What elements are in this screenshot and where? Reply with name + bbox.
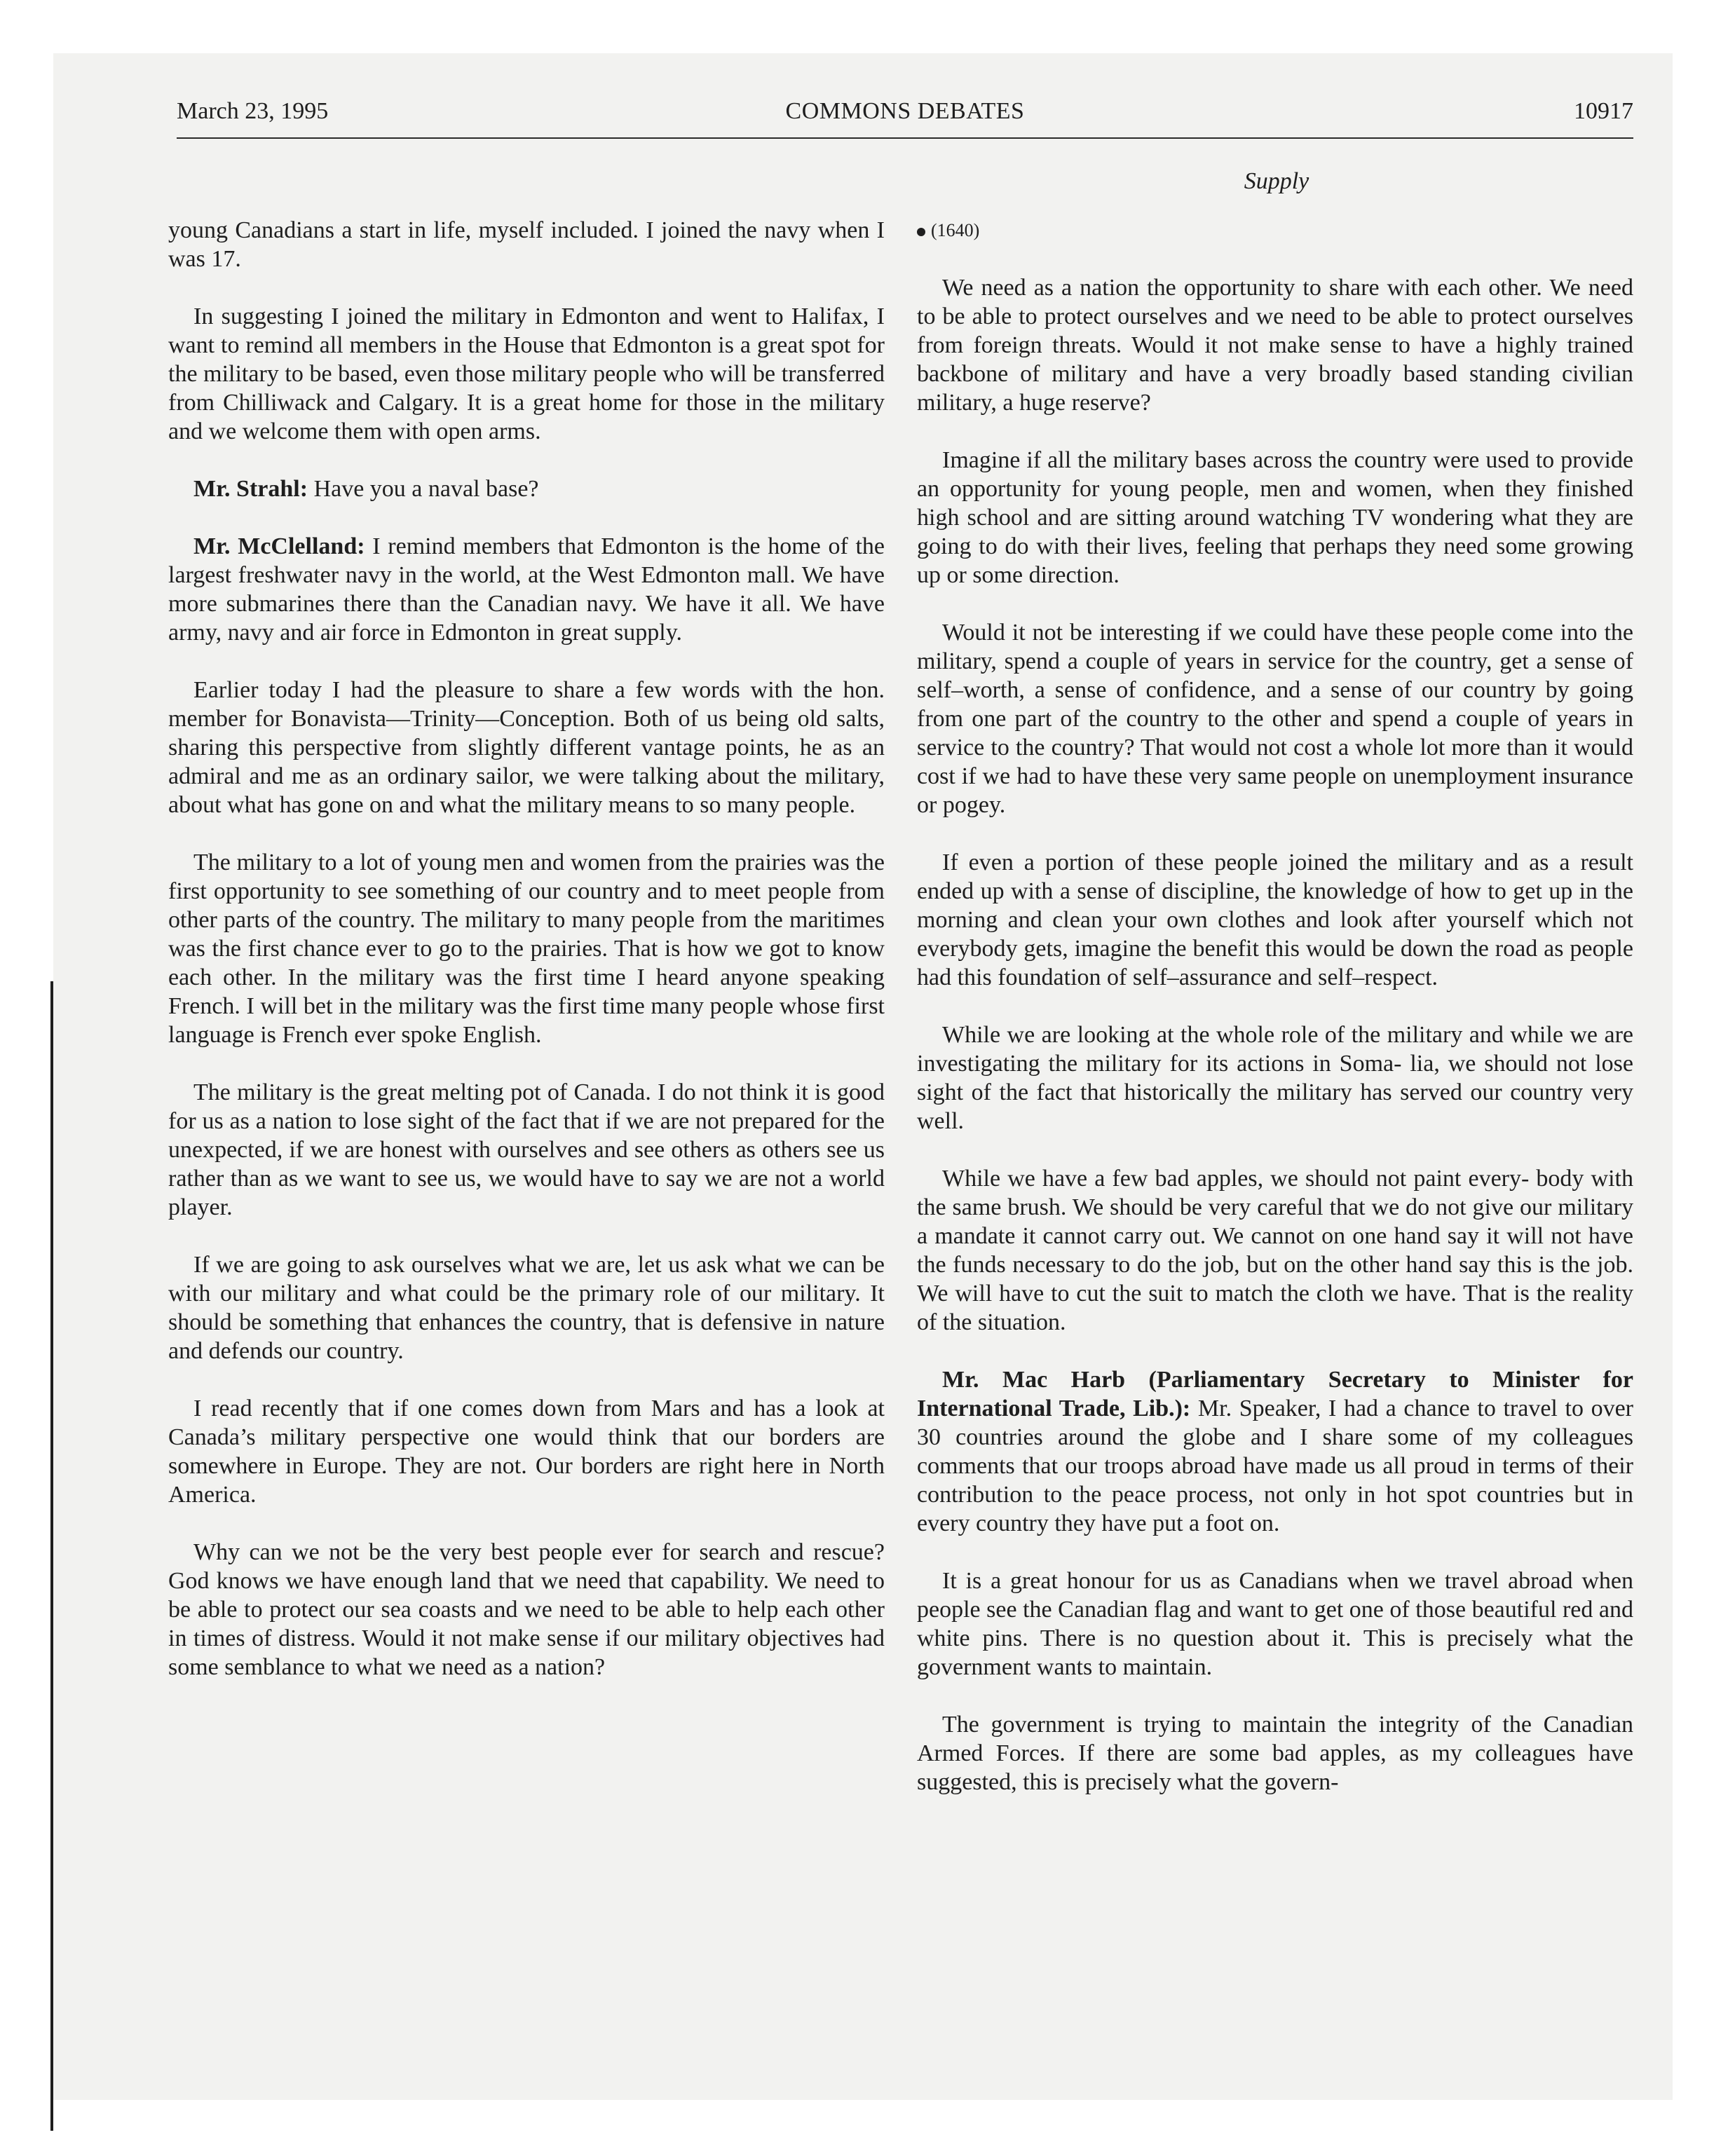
section-label: Supply (1244, 168, 1309, 194)
paragraph: Imagine if all the military bases across the country were used to provide an opportunity for young people, men and women, when they finished high school and are sitting around watching TV wondering what they are going to do with their lives, feeling that perhaps they need some growing up or some direction. (917, 447, 1633, 588)
paragraph: young Canadians a start in life, myself included. I joined the navy when I was 17. (168, 217, 885, 272)
bullet-icon (917, 228, 925, 236)
speech-text: Mr. Speaker, I had a chance to travel to over 30 countries around the globe and I share some of my colleagues comments that our troops abroad have made us all proud in terms of their contribution to the peace process, not only in hot spot countries but in every country they have put a foot on. (917, 1396, 1634, 1536)
scan-edge-shadow (50, 981, 53, 2131)
speaker-name: Mr. Strahl: (193, 476, 308, 502)
paragraph: Would it not be interesting if we could have these people come into the military, spend a couple of years in service for the country, get a sense of self–worth, a sense of confidence, and a sense of our country by going from one part of the country to the other and spend a couple of years in service to the country? That would not cost a whole lot more than it would cost if we had to have these very same people on unemployment insurance or pogey. (917, 620, 1633, 818)
paragraph: The military to a lot of young men and women from the prairies was the first opportunity to see something of our country and to meet people from other parts of the country. The military to many people from the maritimes was the first chance ever to go to the prairies. That is how we got to know each other. In the military was the first time I heard anyone speaking French. I will bet in the military was the first time many people whose first language is French ever spoke English. (168, 850, 885, 1048)
header-page-number: 10917 (1574, 98, 1633, 124)
paragraph: I read recently that if one comes down from Mars and has a look at Canada’s military perspective one would think that our borders are somewhere in Europe. They are not. Our borders are right here in North America. (168, 1396, 885, 1508)
page-header (177, 98, 1633, 135)
speaker-name: Mr. Mac Harb (Parliamentary Secretary to Minister for International Trade, Lib.): (917, 1367, 1633, 1421)
paragraph: It is a great honour for us as Canadians when we travel abroad when people see the Canadian flag and want to get one of those beautiful red and white pins. There is no question about it. This is precisely what the government wants to maintain. (917, 1568, 1633, 1680)
paragraph: In suggesting I joined the military in Edmonton and went to Halifax, I want to remind all members in the House that Edmonton is a great spot for the military to be based, even those military people who will be transferred from Chilliwack and Calgary. It is a great home for those in the military and we welcome them with open arms. (168, 303, 885, 444)
paragraph (917, 1365, 1633, 1538)
paragraph: Why can we not be the very best people ever for search and rescue? God knows we have enough land that we need that capability. We need to be able to protect our sea coasts and we need to be able to help each other in times of distress. Would it not make sense if our military objectives had some semblance to what we need as a nation? (168, 1539, 885, 1680)
header-rule (177, 137, 1633, 139)
right-column (917, 216, 1633, 1825)
header-date: March 23, 1995 (177, 98, 329, 124)
speaker-name: Mr. McClelland: (193, 533, 365, 559)
left-column (168, 216, 885, 1710)
paragraph: If even a portion of these people joined the military and as a result ended up with a sense of discipline, the knowledge of how to get up in the morning and clean your own clothes and look after yourself which not everybody gets, imagine the benefit this would be down the road as people had this foundation of self–assurance and self–respect. (917, 850, 1633, 990)
speech-text: Have you a naval base? (313, 476, 539, 502)
paragraph: The government is trying to maintain the integrity of the Canadian Armed Forces. If there are some bad apples, as my colleagues have suggested, this is precisely what the govern- (917, 1712, 1633, 1795)
paragraph (168, 475, 885, 503)
paragraph: We need as a nation the opportunity to share with each other. We need to be able to protect ourselves and we need to be able to protect ourselves from foreign threats. Would it not make sense to have a highly trained backbone of military and have a very broadly based standing civilian military, a huge reserve? (917, 275, 1633, 416)
paragraph: If we are going to ask ourselves what we are, let us ask what we can be with our military and what could be the primary role of our military. It should be something that enhances the country, that is defensive in nature and defends our country. (168, 1252, 885, 1364)
paragraph: Earlier today I had the pleasure to share a few words with the hon. member for Bonavista—Trinity—Conception. Both of us being old salts, sharing this perspective from slightly different vantage points, he as an admiral and me as an ordinary sailor, we were talking about the military, about what has gone on and what the military means to so many people. (168, 677, 885, 818)
paragraph: The military is the great melting pot of Canada. I do not think it is good for us as a nation to lose sight of the fact that if we are not prepared for the unexpected, if we are honest with ourselves and see others as others see us rather than as we want to see us, we would have to say we are not a world player. (168, 1079, 885, 1220)
time-marker (917, 216, 1633, 245)
paragraph: While we have a few bad apples, we should not paint every- body with the same brush. We should be very careful that we do not give our military a mandate it cannot carry out. We cannot on one hand say it will not have the funds necessary to do the job, but on the other hand say this is the job. We will have to cut the suit to match the cloth we have. That is the reality of the situation. (917, 1166, 1633, 1335)
speech-text: I remind members that Edmonton is the home of the largest freshwater navy in the world, at the West Edmonton mall. We have more submarines there than the Canadian navy. We have it all. We have army, navy and air force in Edmonton in great supply. (168, 533, 885, 646)
paragraph: While we are looking at the whole role of the military and while we are investigating the military for its actions in Soma- lia, we should not lose sight of the fact that historically the military has served our country very well. (917, 1022, 1633, 1134)
header-title: COMMONS DEBATES (785, 98, 1025, 124)
paragraph (168, 532, 885, 647)
time-marker-text: (1640) (931, 220, 980, 240)
